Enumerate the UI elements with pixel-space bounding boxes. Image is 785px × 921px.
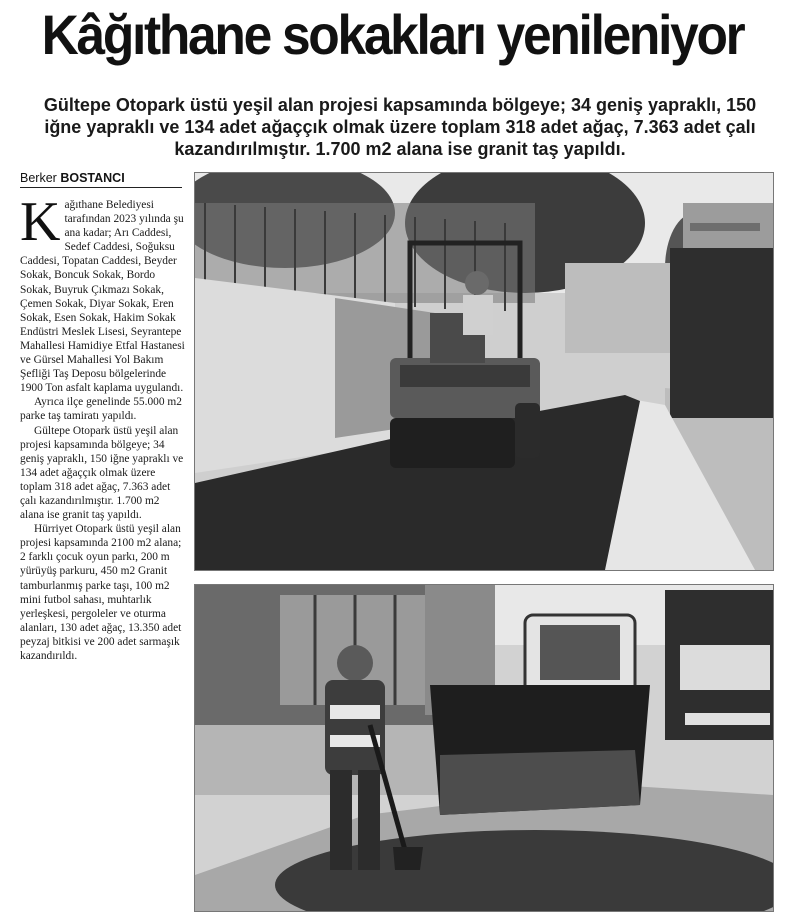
byline (20, 170, 182, 188)
photo-asphalt-worker (194, 584, 774, 912)
road-roller-illustration (195, 173, 773, 570)
dropcap: K (20, 191, 61, 253)
subheadline: Gültepe Otopark üstü yeşil alan projesi kapsamında bölgeye; 34 geniş yapraklı, 150 iğne yapraklı ve 134 adet ağaççık olmak üzere toplam 318 adet ağaç, 7.363 adet çalı kazandırılmıştır. 1.700 m2 alana ise granit taş yapıldı. (43, 95, 757, 159)
article-body (20, 191, 185, 663)
headline: Kâğıthane sokakları yenileniyor (41, 3, 744, 66)
paragraph-3: Gültepe Otopark üstü yeşil alan projesi kapsamında bölgeye; 34 geniş yapraklı, 150 iğne yapraklı ve 134 adet ağaççık olmak üzere toplam 318 adet ağaç, 7.363 adet çalı kazandırılmıştır. 1.700 m2 alana ise granit taş yapıldı. (20, 424, 184, 522)
photo-road-roller (194, 172, 774, 571)
paragraph-1-text: ağıthane Belediyesi tarafından 2023 yılında şu ana kadar; Arı Caddesi, Sedef Caddesi, Soğuksu Caddesi, Topatan Caddesi, Beyder Sokak, Boncuk Sokak, Bordo Sokak, Buyruk Çıkmazı Sokak, Çemen Sokak, Diyar Sokak, Eren Sokak, Esen Sokak, Hakim Sokak Endüstri Meslek Lisesi, Seyrantepe Mahallesi Hamidiye Etfal Hastanesi ve Gürsel Mahallesi Yol Bakım Şefliği Taş Deposu bölgelerinde 1900 Ton asfalt kaplama uygulandı. (20, 199, 185, 395)
worker-loader-illustration (195, 585, 773, 911)
paragraph-1 (20, 191, 185, 395)
byline-last-name: BOSTANCI (60, 171, 125, 185)
paragraph-2: Ayrıca ilçe genelinde 55.000 m2 parke taş tamiratı yapıldı. (20, 396, 182, 423)
byline-first-name: Berker (20, 171, 57, 185)
paragraph-4: Hürriyet Otopark üstü yeşil alan projesi kapsamında 2100 m2 alana; 2 farklı çocuk oyun parkı, 200 m yürüyüş parkuru, 450 m2 Granit tamburlanmış parke taşı, 100 m2 mini futbol sahası, muhtarlık yerleşkesi, pergoleler ve oturma alanları, 130 adet ağaç, 13.350 adet peyzaj bitkisi ve 200 adet sarmaşık kazandırıldı. (20, 523, 182, 662)
